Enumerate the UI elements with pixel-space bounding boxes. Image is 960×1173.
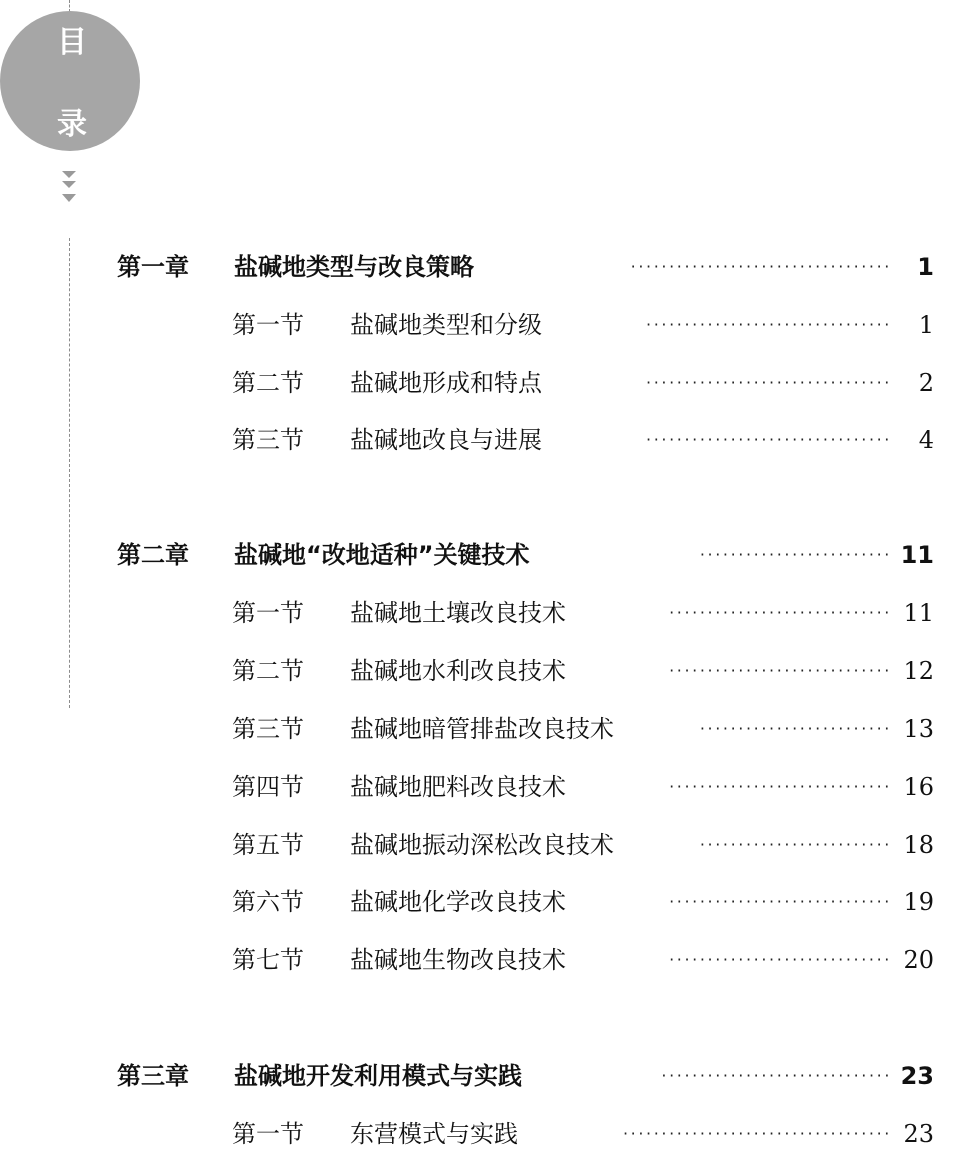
chapter-title: 盐碱地“改地适种”关键技术 xyxy=(234,541,530,569)
section-label: 第一节 xyxy=(232,599,304,627)
dot-leader: ····························· xyxy=(669,777,892,796)
section-title: 盐碱地改良与进展 xyxy=(350,426,542,454)
page-number: 12 xyxy=(903,657,934,685)
toc-section-2-6[interactable] xyxy=(232,882,934,922)
toc-section-3-1[interactable] xyxy=(232,1114,934,1154)
section-title: 盐碱地形成和特点 xyxy=(350,369,542,397)
section-label: 第五节 xyxy=(232,831,304,859)
section-title: 盐碱地化学改良技术 xyxy=(350,888,566,916)
page-number: 19 xyxy=(903,888,934,916)
dot-leader: ····························· xyxy=(669,892,892,911)
section-title: 盐碱地水利改良技术 xyxy=(350,657,566,685)
dot-leader: ································ xyxy=(646,373,892,392)
section-title: 东营模式与实践 xyxy=(350,1120,518,1148)
section-title: 盐碱地生物改良技术 xyxy=(350,946,566,974)
triple-chevron-down-icon xyxy=(60,170,78,208)
toc-chapter-3[interactable] xyxy=(117,1056,934,1096)
dot-leader: ································ xyxy=(646,430,892,449)
section-title: 盐碱地类型和分级 xyxy=(350,311,542,339)
section-label: 第一节 xyxy=(232,311,304,339)
dot-leader: ·································· xyxy=(630,257,892,276)
toc-section-1-2[interactable] xyxy=(232,363,934,403)
toc-section-2-3[interactable] xyxy=(232,709,934,749)
section-label: 第三节 xyxy=(232,426,304,454)
section-label: 第二节 xyxy=(232,657,304,685)
section-label: 第二节 xyxy=(232,369,304,397)
dashed-guide-line xyxy=(69,238,70,708)
section-label: 第三节 xyxy=(232,715,304,743)
section-title: 盐碱地肥料改良技术 xyxy=(350,773,566,801)
section-label: 第四节 xyxy=(232,773,304,801)
toc-section-2-4[interactable] xyxy=(232,767,934,807)
page-number: 18 xyxy=(903,831,934,859)
dot-leader: ····························· xyxy=(669,603,892,622)
section-title: 盐碱地暗管排盐改良技术 xyxy=(350,715,614,743)
chapter-title: 盐碱地开发利用模式与实践 xyxy=(234,1062,522,1090)
section-title: 盐碱地土壤改良技术 xyxy=(350,599,566,627)
dot-leader: ························· xyxy=(699,545,892,564)
dot-leader: ····························· xyxy=(669,950,892,969)
dot-leader: ························· xyxy=(699,719,892,738)
toc-section-2-7[interactable] xyxy=(232,940,934,980)
dot-leader: ································ xyxy=(646,315,892,334)
page-number: 23 xyxy=(903,1120,934,1148)
chapter-label: 第一章 xyxy=(117,253,189,281)
dot-leader: ························· xyxy=(699,835,892,854)
page-number: 1 xyxy=(918,311,934,339)
toc-section-1-1[interactable] xyxy=(232,305,934,345)
toc-badge xyxy=(0,11,140,151)
dot-leader: ······························ xyxy=(661,1066,892,1085)
toc-section-2-5[interactable] xyxy=(232,825,934,865)
toc-section-2-2[interactable] xyxy=(232,651,934,691)
section-label: 第一节 xyxy=(232,1120,304,1148)
section-title: 盐碱地振动深松改良技术 xyxy=(350,831,614,859)
badge-char-mu: 目 xyxy=(57,25,87,60)
toc-chapter-1[interactable] xyxy=(117,247,934,287)
page-number: 13 xyxy=(903,715,934,743)
section-label: 第七节 xyxy=(232,946,304,974)
toc-section-1-3[interactable] xyxy=(232,420,934,460)
page-number: 16 xyxy=(903,773,934,801)
page-number: 4 xyxy=(918,426,934,454)
page-number: 20 xyxy=(903,946,934,974)
page-number: 11 xyxy=(900,541,934,569)
toc-chapter-2[interactable] xyxy=(117,535,934,575)
dot-leader: ··································· xyxy=(622,1124,892,1143)
chapter-title: 盐碱地类型与改良策略 xyxy=(234,253,474,281)
dot-leader: ····························· xyxy=(669,661,892,680)
page-number: 11 xyxy=(903,599,934,627)
toc-section-2-1[interactable] xyxy=(232,593,934,633)
badge-char-lu: 录 xyxy=(57,107,87,142)
chapter-label: 第三章 xyxy=(117,1062,189,1090)
page-number: 23 xyxy=(900,1062,934,1090)
section-label: 第六节 xyxy=(232,888,304,916)
page-number: 1 xyxy=(917,253,934,281)
chapter-label: 第二章 xyxy=(117,541,189,569)
page-number: 2 xyxy=(918,369,934,397)
